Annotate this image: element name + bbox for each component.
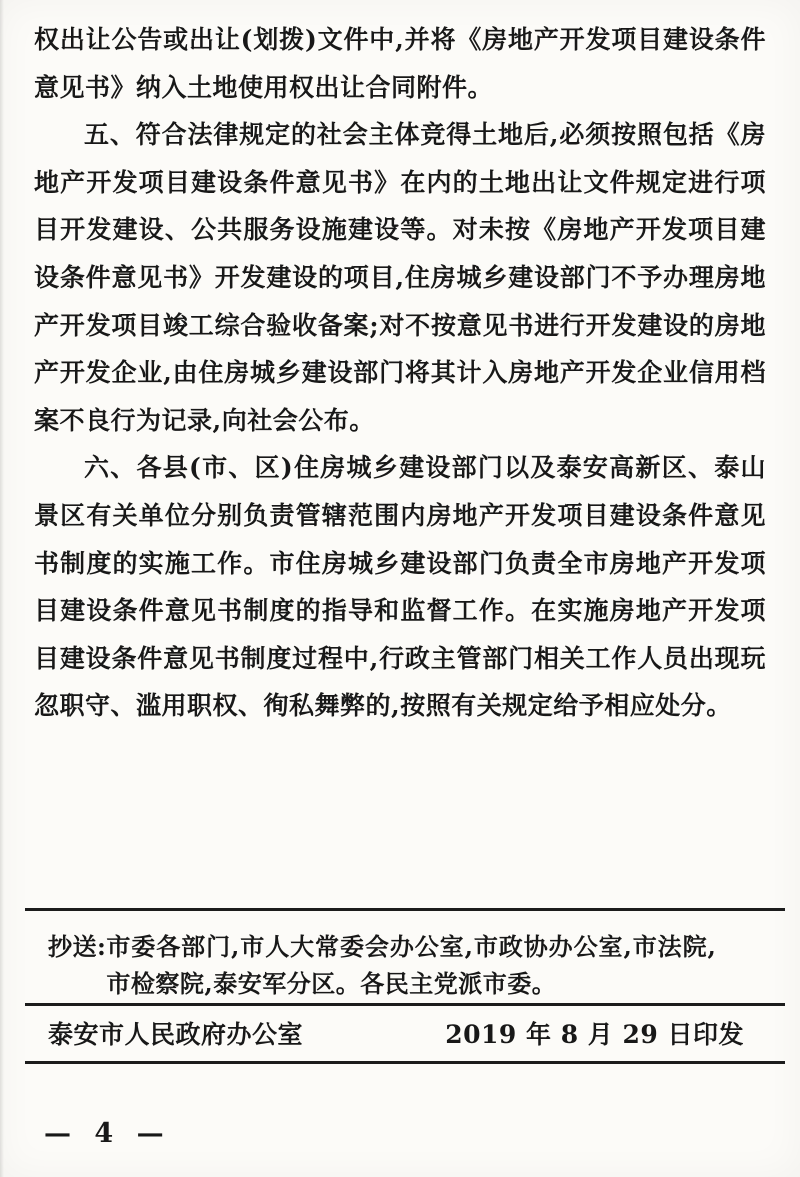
body-paragraph-continuation: 权出让公告或出让(划拨)文件中,并将《房地产开发项目建设条件意见书》纳入土地使用权出让合同附件。 [34, 25, 766, 102]
body-paragraph-section-5: 五、符合法律规定的社会主体竞得土地后,必须按照包括《房地产开发项目建设条件意见书》在内的土地出让文件规定进行项目开发建设、公共服务设施建设等。对未按《房地产开发项目建设条件意见书》开发建设的项目,住房城乡建设部门不予办理房地产开发项目竣工综合验收备案;对不按意见书进行开发建设的房地产开发企业,由住房城乡建设部门将其计入房地产开发企业信用档案不良行为记录,向社会公布。 [34, 120, 766, 435]
page-number: — 4 — [44, 1118, 171, 1149]
cc-label: 抄送: [48, 932, 107, 961]
divider-above-cc [25, 908, 785, 911]
cc-block [48, 928, 758, 1002]
document-body [34, 16, 766, 730]
issuer-office: 泰安市人民政府办公室 [48, 1020, 304, 1049]
body-paragraph-section-6: 六、各县(市、区)住房城乡建设部门以及泰安高新区、泰山景区有关单位分别负责管辖范围内房地产开发项目建设条件意见书制度的实施工作。市住房城乡建设部门负责全市房地产开发项目建设条件意见书制度的指导和监督工作。在实施房地产开发项目建设条件意见书制度过程中,行政主管部门相关工作人员出现玩忽职守、滥用职权、徇私舞弊的,按照有关规定给予相应处分。 [34, 453, 766, 721]
issuer-row [48, 1014, 744, 1056]
divider-below-issuer [25, 1061, 785, 1064]
print-date: 2019 年 8 月 29 日印发 [445, 1020, 744, 1049]
divider-above-issuer [25, 1003, 785, 1006]
cc-recipients: 市委各部门,市人大常委会办公室,市政协办公室,市法院,市检察院,泰安军分区。各民主党派市委。 [106, 932, 717, 998]
